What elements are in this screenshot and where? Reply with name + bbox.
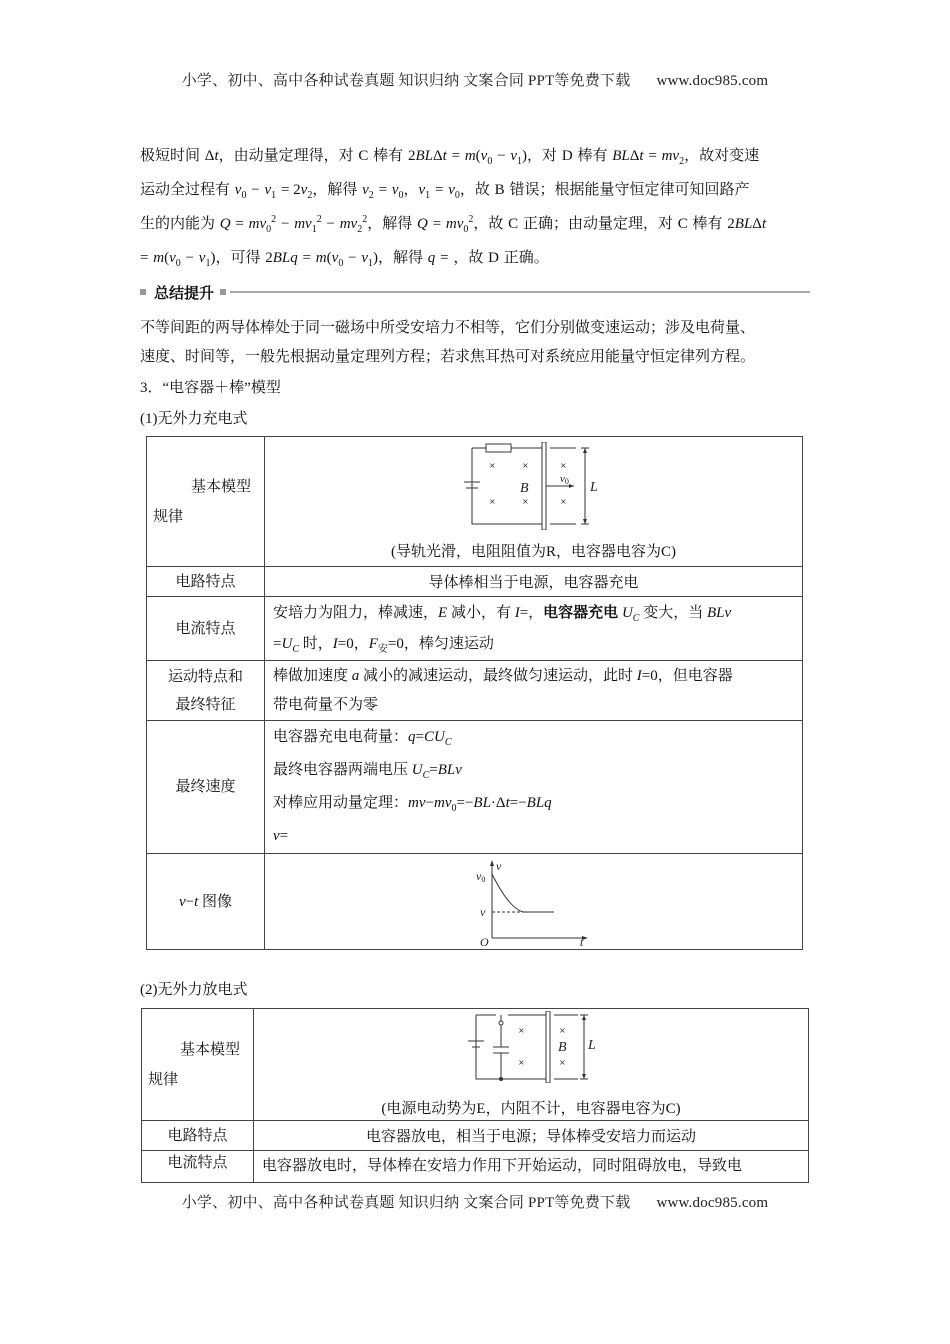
y-axis-label: v — [495, 858, 501, 873]
discharging-model-table — [141, 1008, 809, 1183]
content-line: 安培力为阻力，棒减速，E 减小，有 I=，电容器充电 $U_C$ 变大，当 BLv — [273, 603, 732, 624]
svg-text:×: × — [559, 1058, 566, 1067]
label-line: 基本模型 — [180, 1041, 241, 1058]
header-text: 小学、初中、高中各种试卷真题 知识归纳 文案合同 PPT等免费下载 — [181, 73, 631, 89]
square-bullet-icon — [220, 289, 226, 295]
svg-text:v0: v0 — [475, 868, 485, 884]
content-line: 电容器充电电荷量：$q=CU_C$ — [273, 729, 452, 748]
row-label: 电流特点 — [142, 1151, 254, 1183]
svg-text:×: × — [559, 461, 567, 470]
table-row — [147, 721, 803, 854]
v-t-graph — [474, 858, 594, 946]
summary-line-1: 不等间距的两导体棒处于同一磁场中所受安培力不相等，它们分别做变速运动；涉及电荷量、 — [140, 318, 756, 336]
page-header — [0, 69, 950, 90]
table-row — [147, 854, 803, 950]
content-line: 带电荷量不为零 — [273, 696, 379, 713]
footer-text: 小学、初中、高中各种试卷真题 知识归纳 文案合同 PPT等免费下载 — [181, 1195, 631, 1211]
x-axis-label: t — [579, 934, 583, 946]
charging-model-table — [146, 436, 803, 950]
page-footer — [0, 1191, 950, 1212]
row-content: 电容器放电时，导体棒在安培力作用下开始运动，同时阻碍放电，导致电 — [254, 1151, 809, 1183]
summary-text — [140, 313, 830, 371]
content-line: 对棒应用动量定理：$mv-mv_0=-BL\cdot\Delta t=-BLq$ — [273, 795, 552, 814]
table-row — [147, 567, 803, 597]
content-line: 最终电容器两端电压 $U_C=BLv$ — [273, 762, 462, 781]
table-row — [142, 1009, 809, 1121]
svg-text:×: × — [488, 461, 496, 470]
length-label: L — [588, 1038, 596, 1053]
svg-text:×: × — [518, 1058, 525, 1067]
header-url: www.doc985.com — [656, 73, 769, 89]
row-content — [265, 661, 803, 721]
table-row — [147, 597, 803, 661]
label-line: 规律 — [148, 1071, 179, 1088]
solution-paragraph — [140, 138, 820, 274]
row-label: 电流特点 — [147, 597, 265, 661]
content-line: 棒做加速度 a 减小的减速运动，最终做匀速运动，此时 I=0，但电容器 — [273, 667, 733, 684]
section-3-title: 3．“电容器＋棒”模型 — [140, 380, 281, 396]
graph-cell — [265, 854, 803, 950]
summary-title: 总结提升 — [154, 283, 215, 302]
summary-heading — [140, 282, 810, 302]
field-label: B — [519, 481, 529, 496]
length-label: L — [589, 480, 598, 495]
row-label: 电路特点 — [147, 567, 265, 597]
part-2-title: (2)无外力放电式 — [140, 982, 248, 998]
solution-line-3: 生的内能为 $Q = mv_0^2 - mv_1^2 - mv_2^2$，解得 $Q = mv_0^2$，故 C 正确；由动量定理，对 C 棒有 2BLΔt — [140, 214, 767, 235]
table-row — [147, 661, 803, 721]
row-label — [142, 1009, 254, 1121]
footer-url: www.doc985.com — [656, 1195, 769, 1211]
svg-text:×: × — [521, 497, 529, 506]
diagram-caption: (导轨光滑，电阻阻值为R，电容器电容为C) — [390, 544, 676, 560]
table-row — [142, 1121, 809, 1151]
row-content: 导体棒相当于电源，电容器充电 — [265, 567, 803, 597]
summary-line-2: 速度、时间等，一般先根据动量定理列方程；若求焦耳热可对系统应用能量守恒定律列方程。 — [140, 347, 756, 365]
label-line: 运动特点和 — [167, 668, 243, 685]
final-velocity-label: v — [479, 904, 485, 919]
solution-line-2: 运动全过程有 $v_0 - v_1 = 2v_2$，解得 $v_2 = v_0$，$v_1 = v_0$，故 B 错误；根据能量守恒定律可知回路产 — [140, 180, 750, 201]
row-content: 电容器放电，相当于电源；导体棒受安培力而运动 — [254, 1121, 809, 1151]
svg-text:×: × — [521, 461, 529, 470]
table-row — [147, 437, 803, 567]
part-1-title: (1)无外力充电式 — [140, 411, 248, 427]
row-label — [147, 661, 265, 721]
row-label: v−t 图像 — [147, 854, 265, 950]
square-bullet-icon — [140, 289, 146, 295]
svg-text:×: × — [488, 497, 496, 506]
svg-text:×: × — [518, 1026, 525, 1035]
diagram-cell — [254, 1009, 809, 1121]
table-row — [142, 1151, 809, 1183]
label-line: 规律 — [153, 508, 184, 525]
row-label: 最终速度 — [147, 721, 265, 854]
row-label — [147, 437, 265, 567]
content-line: v= — [273, 828, 289, 844]
field-label: B — [558, 1040, 567, 1055]
label-line: 最终特征 — [175, 696, 236, 713]
content-line: $=U_C$ 时，I=0，$F_安=0$，棒匀速运动 — [273, 636, 494, 655]
divider-line — [230, 291, 810, 293]
solution-line-4: = $m(v_0 - v_1)$，可得 $2BLq = m(v_0 - v_1)$，解得 q = ，故 D 正确。 — [140, 248, 549, 269]
row-label: 电路特点 — [142, 1121, 254, 1151]
solution-line-1: 极短时间 Δt，由动量定理得，对 C 棒有 $2BL\Delta t = m(v_0 - v_1)$，对 D 棒有 $BL\Delta t = mv_2$，故对变速 — [140, 146, 760, 167]
svg-text:v0: v0 — [559, 473, 569, 486]
discharging-circuit-diagram — [466, 1011, 596, 1083]
diagram-caption: (电源电动势为E，内阻不计，电容器电容为C) — [381, 1101, 681, 1117]
diagram-cell — [265, 437, 803, 567]
charging-circuit-diagram — [464, 442, 604, 530]
origin-label: O — [479, 934, 489, 946]
row-content — [265, 721, 803, 854]
svg-text:×: × — [559, 1026, 566, 1035]
label-line: 基本模型 — [191, 478, 252, 495]
row-content — [265, 597, 803, 661]
svg-text:×: × — [559, 497, 567, 506]
